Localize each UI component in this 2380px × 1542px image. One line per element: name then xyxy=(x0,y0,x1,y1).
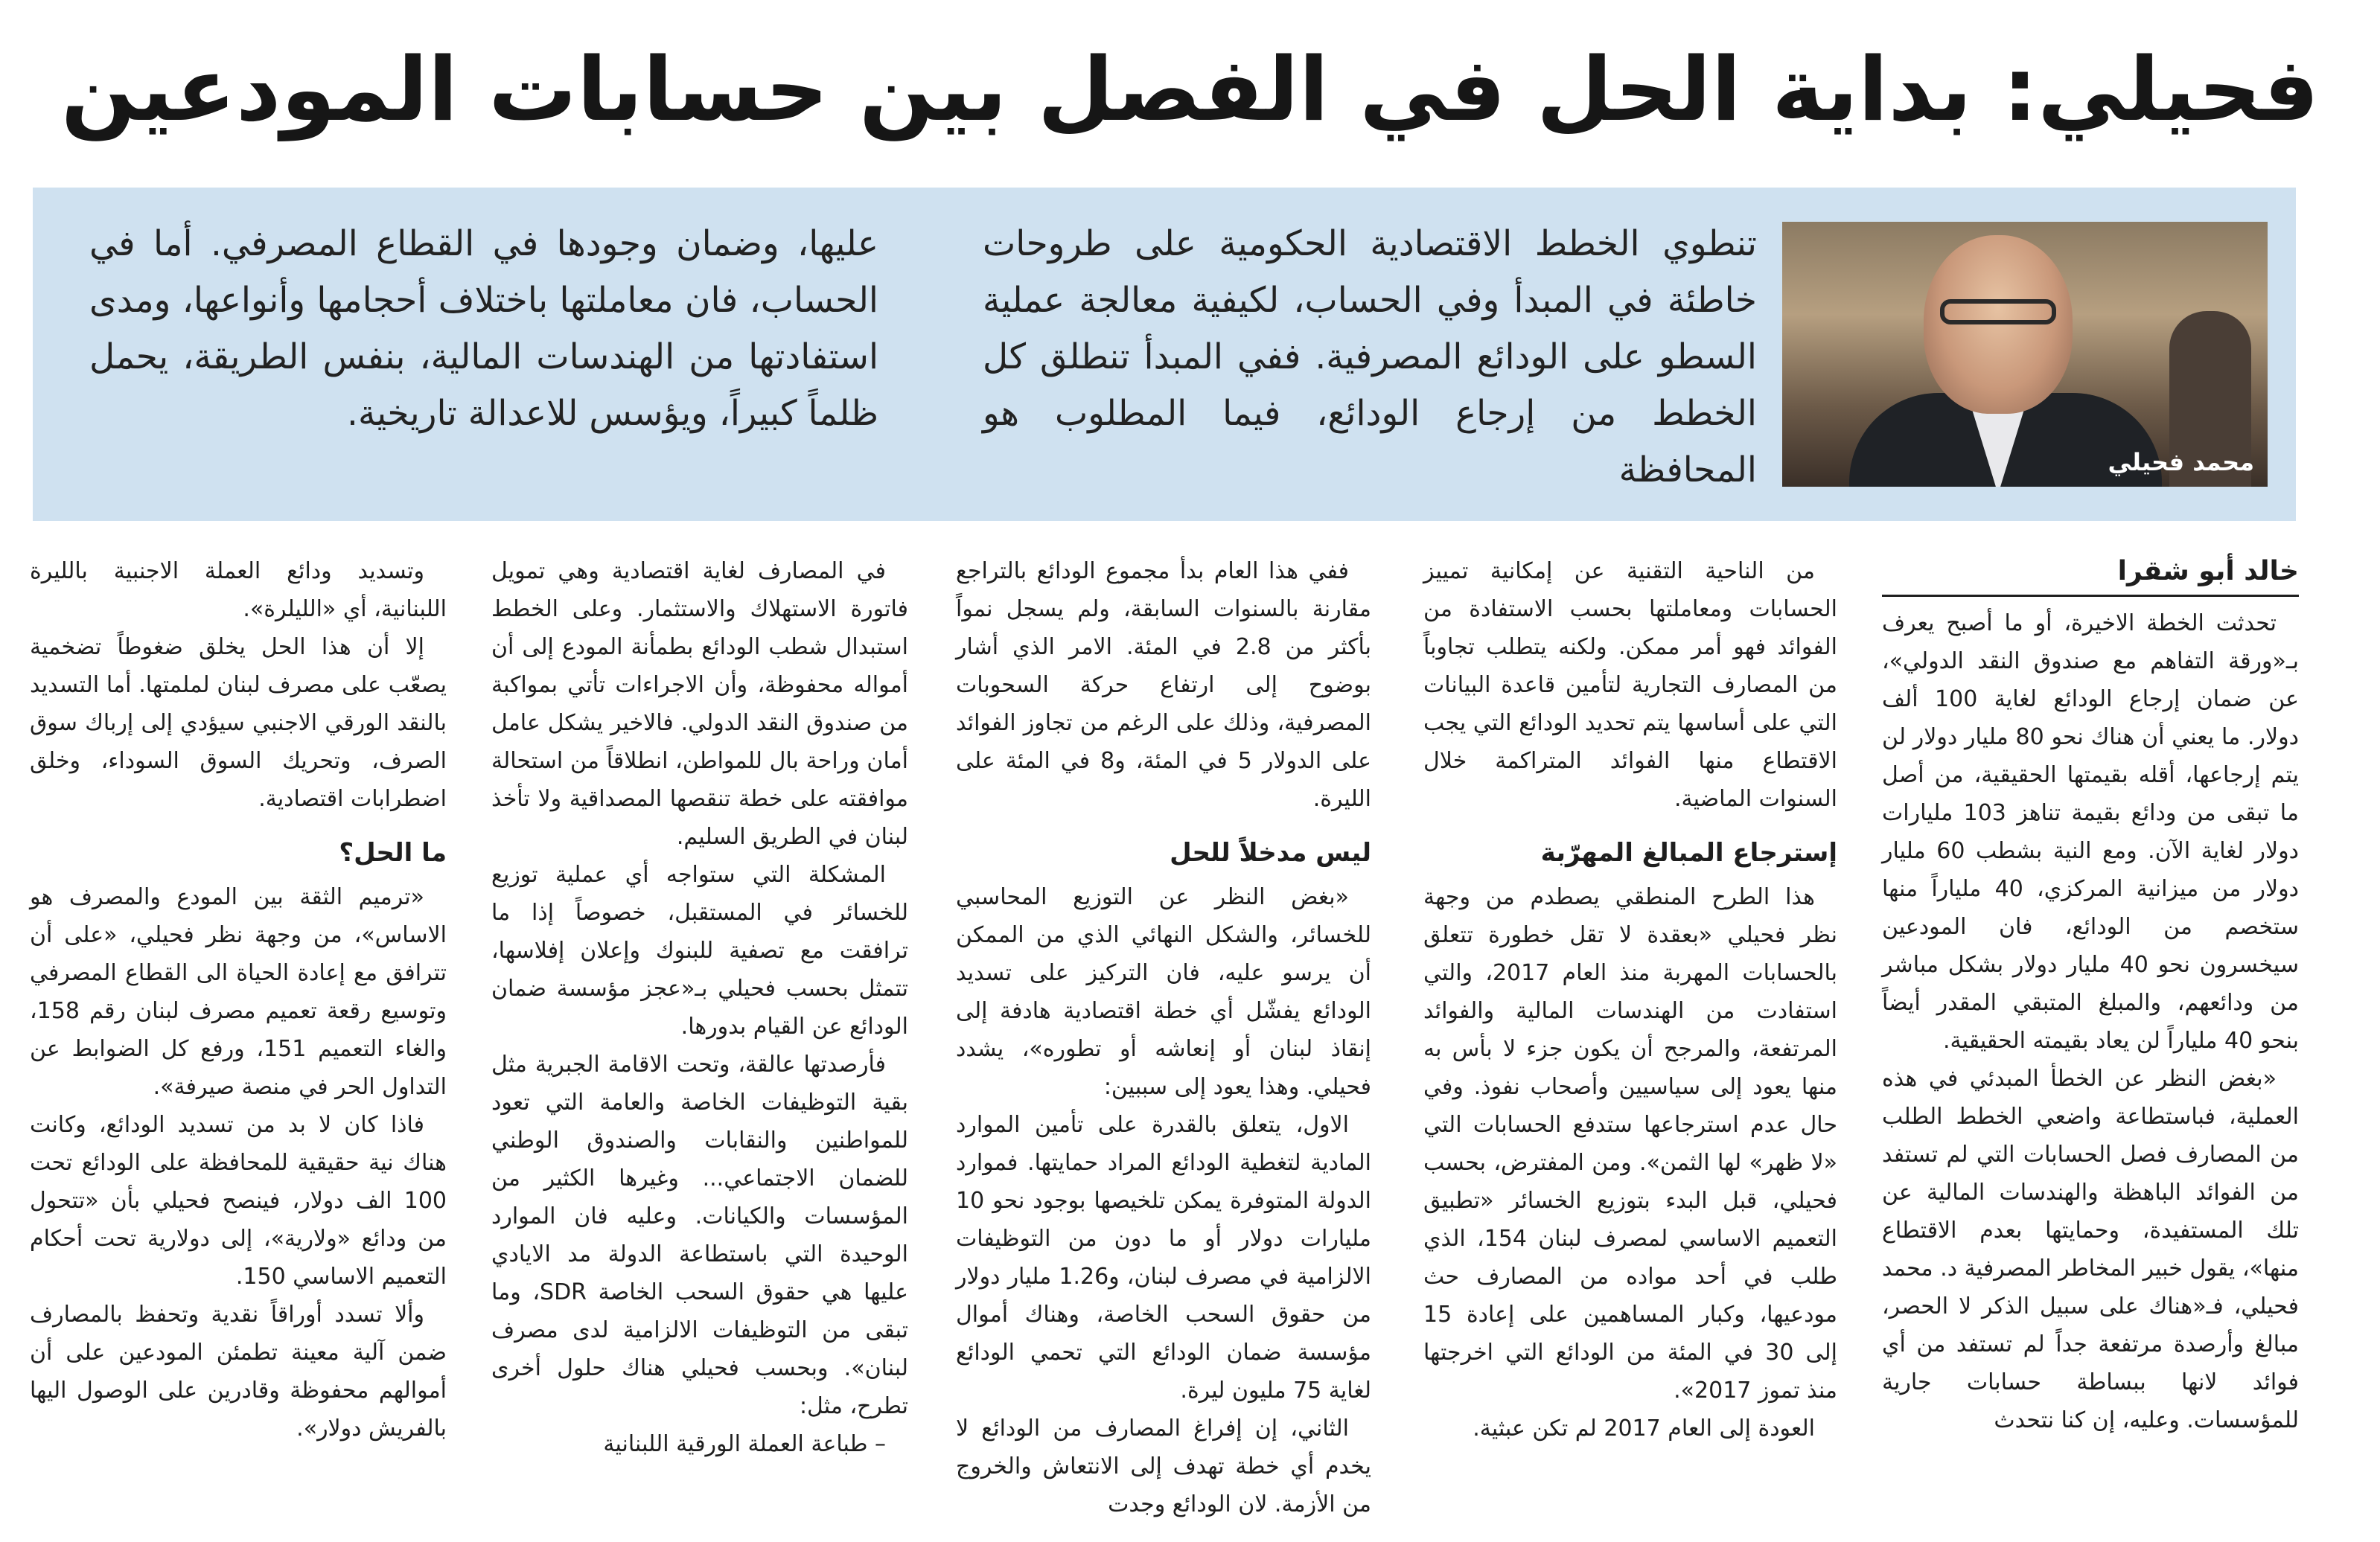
headline: فحيلي: بداية الحل في الفصل بين حسابات المودعين xyxy=(60,38,2320,141)
paragraph: المشكلة التي ستواجه أي عملية توزيع للخسائر في المستقبل، خصوصاً إذا ما ترافقت مع تصفية للبنوك وإعلان إفلاسها، تتمثل بحسب فحيلي بـ«عجز مؤسسة ضمان الودائع عن القيام بدورها. xyxy=(491,862,908,1040)
paragraph: فاذا كان لا بد من تسديد الودائع، وكانت هناك نية حقيقية للمحافظة على الودائع تحت 100 الف دولار، فينصح فحيلي بأن «تتحول من ودائع «ولارية»، إلى دولارية تحت أحكام التعميم الاساسي 150. xyxy=(30,1112,447,1290)
paragraph: العودة إلى العام 2017 لم تكن عبثية. xyxy=(1473,1415,1815,1442)
paragraph: فأرصدتها عالقة، وتحت الاقامة الجبرية مثل بقية التوظيفات الخاصة والعامة التي تعود للمواطنين والنقابات والصندوق الوطني للضمان الاجتماعي... وغيرها الكثير من المؤسسات والكيانات. وعليه فان الموارد الوحيدة التي باستطاعة الدولة مد الايادي عليها هي حقوق السحب الخاصة SDR، وما تبقى من التوظيفات الالزامية لدى مصرف لبنان». وبحسب فحيلي هناك حلول أخرى تطرح، مثل: xyxy=(491,1052,908,1419)
paragraph: هذا الطرح المنطقي يصطدم من وجهة نظر فحيلي «بعقدة لا تقل خطورة تتعلق بالحسابات المهربة منذ العام 2017، والتي استفادت من الهندسات المالية والفوائد المرتفعة، والمرجح أن يكون جزء لا بأس به منها يعود إلى سياسيين وأصحاب نفوذ. وفي حال عدم استرجاعها ستدفع الحسابات التي «لا ظهر» لها الثمن». ومن المفترض، بحسب فحيلي، قبل البدء بتوزيع الخسائر «تطبيق التعميم الاساسي لمصرف لبنان 154، الذي طلب في أحد مواده من المصارف حث مودعيها، وكبار المساهمين على إعادة 15 إلى 30 في المئة من الودائع التي اخرجتها منذ تموز 2017». xyxy=(1423,884,1837,1404)
column-4 xyxy=(491,552,908,1463)
paragraph: «ترميم الثقة بين المودع والمصرف هو الاساس»، من وجهة نظر فحيلي، «على أن تترافق مع إعادة الحياة الى القطاع المصرفي وتوسيع رقعة تعميم مصرف لبنان رقم 158، والغاء التعميم 151، ورفع كل الضوابط عن التداول الحر في منصة صيرفة». xyxy=(30,884,447,1100)
paragraph: الاول، يتعلق بالقدرة على تأمين الموارد المادية لتغطية الودائع المراد حمايتها. فموارد الدولة المتوفرة يمكن تلخيصها بوجود نحو 10 مليارات دولار أو ما دون من التوظيفات الالزامية في مصرف لبنان، و1.26 مليار دولار من حقوق السحب الخاصة، وهناك أموال مؤسسة ضمان الودائع التي تحمي الودائع لغاية 75 مليون ليرة. xyxy=(956,1112,1371,1404)
paragraph: من الناحية التقنية عن إمكانية تمييز الحسابات ومعاملتها بحسب الاستفادة من الفوائد فهو أمر ممكن. ولكنه يتطلب تجاوباً من المصارف التجارية لتأمين قاعدة البيانات التي على أساسها يتم تحديد الودائع التي يجب الاقتطاع منها الفوائد المتراكمة خلال السنوات الماضية. xyxy=(1423,558,1837,812)
portrait-face xyxy=(1924,235,2073,414)
paragraph: تحدثت الخطة الاخيرة، أو ما أصبح يعرف بـ«ورقة التفاهم مع صندوق النقد الدولي»، عن ضمان إرجاع الودائع لغاية 100 ألف دولار. ما يعني أن هناك نحو 80 مليار دولار لن يتم إرجاعها، أقله بقيمتها الحقيقية، من أصل ما تبقى من ودائع بقيمة تناهز 103 مليارات دولار لغاية الآن. ومع النية بشطب 60 مليار دولار من ميزانية المركزي، 40 ملياراً منها ستخصم من الودائع، فان المودعين سيخسرون نحو 40 مليار دولار بشكل مباشر من ودائعهم، والمبلغ المتبقي المقدر أيضاً بنحو 40 ملياراً لن يعاد بقيمته الحقيقية. xyxy=(1882,610,2300,1054)
photo-caption: محمد فحيلي xyxy=(2108,448,2254,476)
paragraph: وتسديد ودائع العملة الاجنبية بالليرة اللبنانية، أي «الليلرة». xyxy=(30,558,447,622)
byline: خالد أبو شقرا xyxy=(1882,552,2299,597)
column-3 xyxy=(956,552,1371,1523)
paragraph: الثاني، إن إفراغ المصارف من الودائع لا يخدم أي خطة تهدف إلى الانتعاش والخروج من الأزمة. لان الودائع وجدت xyxy=(956,1415,1371,1517)
subheading: ليس مدخلاً للحل xyxy=(1170,838,1371,868)
column-1 xyxy=(1882,552,2299,1439)
column-5 xyxy=(30,552,447,1447)
paragraph: وألا تسدد أوراقاً نقدية وتحفظ بالمصارف ضمن آلية معينة تطمئن المودعين على أن أموالهم محفوظة وقادرين على الوصول اليها بالفريش دولار». xyxy=(30,1302,447,1442)
lede-right: تنطوي الخطط الاقتصادية الحكومية على طروحات خاطئة في المبدأ وفي الحساب، لكيفية معالجة عملية السطو على الودائع المصرفية. ففي المبدأ تنطلق كل الخطط من إرجاع الودائع، فيما المطلوب هو المحافظة xyxy=(983,223,1757,490)
paragraph: في المصارف لغاية اقتصادية وهي تمويل فاتورة الاستهلاك والاستثمار. وعلى الخطط استبدال شطب الودائع بطمأنة المودع إلى أن أمواله محفوظة، وأن الاجراءات تأتي بمواكبة من صندوق النقد الدولي. فالاخير يشكل عامل أمان وراحة بال للمواطن، انطلاقاً من استحالة موافقته على خطة تنقصها المصداقية ولا تأخذ لبنان في الطريق السليم. xyxy=(491,558,908,850)
paragraph: – طباعة العملة الورقية اللبنانية xyxy=(603,1431,886,1457)
lede-left: عليها، وضمان وجودها في القطاع المصرفي. أما في الحساب، فان معاملتها باختلاف أحجامها وأنواعها، ومدى استفادتها من الهندسات المالية، بنفس الطريقة، يحمل ظلماً كبيراً، ويؤسس للاعدالة تاريخية. xyxy=(89,223,878,434)
subheading: ما الحل؟ xyxy=(339,838,447,868)
paragraph: «بغض النظر عن التوزيع المحاسبي للخسائر، والشكل النهائي الذي من الممكن أن يرسو عليه، فان التركيز على تسديد الودائع يفشّل أي خطة اقتصادية هادفة إلى إنقاذ لبنان أو إنعاشه أو تطوره»، يشدد فحيلي. وهذا يعود إلى سببين: xyxy=(956,884,1371,1100)
subheading: إسترجاع المبالغ المهرّبة xyxy=(1540,838,1837,868)
paragraph: «بغض النظر عن الخطأ المبدئي في هذه العملية، فباستطاعة واضعي الخطط الطلب من المصارف فصل الحسابات التي لم تستفد من الفوائد الباهظة والهندسات المالية عن تلك المستفيدة، وحمايتها بعدم الاقتطاع منها»، يقول خبير المخاطر المصرفية د. محمد فحيلي، فـ«هناك على سبيل الذكر لا الحصر، مبالغ وأرصدة مرتفعة جداً لم تستفد من أي فوائد لانها ببساطة حسابات جارية للمؤسسات. وعليه، إن كنا نتحدث xyxy=(1882,1066,2299,1433)
column-2 xyxy=(1423,552,1837,1447)
paragraph: ففي هذا العام بدأ مجموع الودائع بالتراجع مقارنة بالسنوات السابقة، ولم يسجل نمواً بأكثر من 2.8 في المئة. الامر الذي أشار بوضوح إلى ارتفاع حركة السحوبات المصرفية، وذلك على الرغم من تجاوز الفوائد على الدولار 5 في المئة، و8 في المئة على الليرة. xyxy=(956,558,1372,812)
portrait-glasses xyxy=(1940,299,2056,324)
paragraph: إلا أن هذا الحل يخلق ضغوطاً تضخمية يصعّب على مصرف لبنان لملمتها. أما التسديد بالنقد الورقي الاجنبي سيؤدي إلى إرباك سوق الصرف، وتحريك السوق السوداء، وخلق اضطرابات اقتصادية. xyxy=(30,634,447,812)
portrait-photo xyxy=(1782,222,2268,487)
